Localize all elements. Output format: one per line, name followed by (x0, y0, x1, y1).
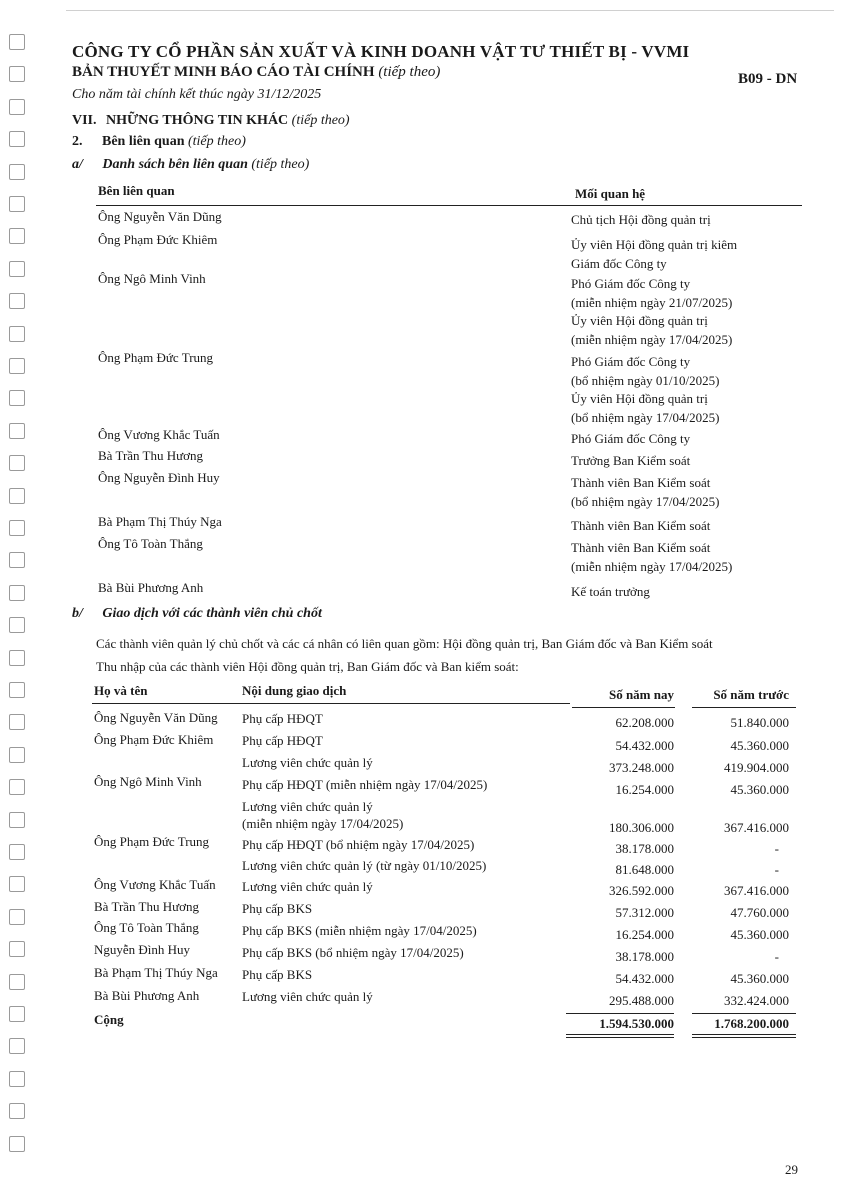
table-row-name: Ông Phạm Đức Khiêm (94, 732, 214, 747)
table-row-description: Lương viên chức quản lý (từ ngày 01/10/2025) (242, 858, 487, 873)
section-title-suffix: (tiếp theo) (291, 113, 350, 128)
table-row-current-year: 54.432.000 (615, 738, 674, 753)
binder-hole (9, 909, 25, 925)
related-party-relation: Ủy viên Hội đồng quản trị (571, 391, 708, 406)
total-previous: 1.768.200.000 (714, 1016, 789, 1031)
table-row-previous-year: 367.416.000 (724, 820, 789, 835)
binder-hole (9, 358, 25, 374)
binder-hole (9, 1006, 25, 1022)
related-party-name: Bà Phạm Thị Thúy Nga (98, 514, 222, 529)
table-row-name: Bà Bùi Phương Anh (94, 988, 200, 1003)
report-title-main: BẢN THUYẾT MINH BÁO CÁO TÀI CHÍNH (72, 64, 375, 80)
binder-hole (9, 326, 25, 342)
table-row-description: Phụ cấp HĐQT (242, 711, 323, 726)
subsection-heading (72, 134, 246, 150)
table-row-description: Lương viên chức quản lý (242, 989, 373, 1004)
section-number: VII. (72, 113, 97, 128)
table-row-current-year: 54.432.000 (615, 971, 674, 986)
related-party-relation: Thành viên Ban Kiểm soát (571, 518, 711, 533)
related-party-name: Ông Ngô Minh Vinh (98, 271, 206, 286)
related-party-name: Ông Tô Toàn Thắng (98, 536, 203, 551)
subsection-title: Bên liên quan (102, 134, 185, 149)
part-a-title: Danh sách bên liên quan (102, 157, 248, 172)
related-party-relation: Thành viên Ban Kiểm soát (571, 540, 711, 555)
table-row-previous-year: - (774, 949, 779, 964)
binder-hole (9, 812, 25, 828)
table-row-previous-year: 332.424.000 (724, 993, 789, 1008)
binder-hole (9, 552, 25, 568)
table-row-previous-year: 45.360.000 (730, 782, 789, 797)
col-header-current: Số năm nay (608, 687, 674, 702)
table-row-description: Lương viên chức quản lý (242, 799, 373, 814)
table-header-rule-current (572, 707, 675, 708)
table-row-previous-year: 45.360.000 (730, 927, 789, 942)
binder-hole (9, 1071, 25, 1087)
related-party-relation: Phó Giám đốc Công ty (571, 276, 691, 291)
part-a-title-suffix: (tiếp theo) (251, 157, 310, 172)
table-row-current-year: 16.254.000 (615, 782, 674, 797)
binder-hole (9, 844, 25, 860)
related-party-relation: (miễn nhiệm ngày 17/04/2025) (571, 558, 733, 574)
col-header-name: Họ và tên (94, 683, 148, 698)
table-header-rule-left (92, 703, 570, 704)
related-party-name: Ông Nguyễn Đình Huy (98, 470, 220, 485)
table-row-description: Lương viên chức quản lý (242, 879, 373, 894)
table-row-current-year: 326.592.000 (609, 883, 674, 898)
related-party-relation: (bổ nhiệm ngày 01/10/2025) (571, 372, 720, 388)
table-row-current-year: 62.208.000 (615, 715, 674, 730)
table-row-previous-year: 51.840.000 (730, 715, 789, 730)
related-party-relation: Ủy viên Hội đồng quản trị kiêm (571, 237, 738, 252)
related-party-relation: Kế toán trưởng (571, 584, 650, 599)
total-double-rule-previous-2 (692, 1037, 796, 1038)
table-row-description: Phụ cấp HĐQT (miễn nhiệm ngày 17/04/2025) (242, 777, 488, 792)
table-row-name: Nguyễn Đình Huy (94, 942, 191, 957)
table-row-previous-year: 45.360.000 (730, 738, 789, 753)
table-row-name: Ông Tô Toàn Thắng (94, 920, 199, 935)
binder-hole (9, 682, 25, 698)
total-rule-previous-top (692, 1013, 796, 1014)
table-row-current-year: 57.312.000 (615, 905, 674, 920)
binder-hole (9, 650, 25, 666)
related-party-name: Ông Phạm Đức Khiêm (98, 232, 218, 247)
binder-hole (9, 585, 25, 601)
page-number: 29 (785, 1162, 798, 1177)
binder-hole (9, 520, 25, 536)
table-row-previous-year: - (774, 862, 779, 877)
related-party-relation: (bổ nhiệm ngày 17/04/2025) (571, 409, 720, 425)
report-title (72, 64, 440, 81)
col-header-party: Bên liên quan (98, 183, 175, 198)
related-party-name: Ông Phạm Đức Trung (98, 350, 214, 365)
total-current: 1.594.530.000 (599, 1016, 674, 1031)
binder-hole (9, 261, 25, 277)
binder-hole (9, 66, 25, 82)
table-row-previous-year: 367.416.000 (724, 883, 789, 898)
table-row-current-year: 38.178.000 (615, 841, 674, 856)
total-double-rule-previous-1 (692, 1034, 796, 1035)
related-party-relation: Ủy viên Hội đồng quản trị (571, 313, 708, 328)
section-title: NHỮNG THÔNG TIN KHÁC (106, 113, 289, 128)
total-label: Cộng (94, 1012, 124, 1027)
binder-hole (9, 1136, 25, 1152)
related-party-relation: (bổ nhiệm ngày 17/04/2025) (571, 493, 720, 509)
binder-hole (9, 34, 25, 50)
binder-hole (9, 164, 25, 180)
report-title-suffix: (tiếp theo) (378, 64, 441, 80)
total-double-rule-current-1 (566, 1034, 674, 1035)
part-a-heading (72, 157, 309, 173)
table-row-name: Bà Trần Thu Hương (94, 899, 200, 914)
table-row-description: Phụ cấp HĐQT (bổ nhiệm ngày 17/04/2025) (242, 837, 475, 852)
table-row-name: Ông Phạm Đức Trung (94, 834, 210, 849)
table-row-previous-year: 45.360.000 (730, 971, 789, 986)
col-header-desc: Nội dung giao dịch (242, 683, 347, 698)
part-b-intro-1: Các thành viên quản lý chủ chốt và các cá nhân có liên quan gồm: Hội đồng quản trị, Ban Giám đốc và Ban Kiểm soát (96, 636, 713, 651)
part-b-heading (72, 606, 322, 622)
related-party-relation: Giám đốc Công ty (571, 255, 667, 271)
binder-hole (9, 99, 25, 115)
section-heading (72, 113, 350, 129)
part-b-title: Giao dịch với các thành viên chủ chốt (102, 606, 322, 621)
binder-hole (9, 390, 25, 406)
table-row-current-year: 373.248.000 (609, 760, 674, 775)
total-rule-current-top (566, 1013, 674, 1014)
company-name: CÔNG TY CỔ PHẦN SẢN XUẤT VÀ KINH DOANH VẬT TƯ THIẾT BỊ - VVMI (72, 42, 690, 61)
related-party-name: Ông Nguyễn Văn Dũng (98, 209, 222, 224)
table-row-description: Phụ cấp BKS (242, 901, 313, 916)
related-party-relation: Phó Giám đốc Công ty (571, 431, 691, 446)
binder-hole (9, 974, 25, 990)
related-party-name: Ông Vương Khắc Tuấn (98, 427, 220, 442)
col-header-relation: Mối quan hệ (575, 186, 646, 201)
col-header-previous: Số năm trước (713, 687, 789, 702)
part-a-header-rule (96, 205, 802, 206)
part-a-marker: a/ (72, 157, 83, 172)
related-party-relation: (miễn nhiệm ngày 17/04/2025) (571, 331, 733, 347)
table-row-previous-year: 47.760.000 (730, 905, 789, 920)
table-row-description: Lương viên chức quản lý (242, 755, 373, 770)
part-b-intro-2: Thu nhập của các thành viên Hội đồng quản trị, Ban Giám đốc và Ban kiểm soát: (96, 659, 519, 674)
binder-hole (9, 455, 25, 471)
binder-hole (9, 131, 25, 147)
table-row-name: Ông Nguyễn Văn Dũng (94, 710, 218, 725)
table-row-current-year: 38.178.000 (615, 949, 674, 964)
related-party-relation: Phó Giám đốc Công ty (571, 354, 691, 369)
report-period: Cho năm tài chính kết thúc ngày 31/12/2025 (72, 87, 322, 102)
table-row-name: Ông Ngô Minh Vinh (94, 774, 202, 789)
table-header-rule-previous (692, 707, 796, 708)
total-double-rule-current-2 (566, 1037, 674, 1038)
form-code: B09 - DN (738, 71, 798, 87)
related-party-name: Bà Bùi Phương Anh (98, 580, 204, 595)
table-row-current-year: 180.306.000 (609, 820, 674, 835)
table-row-current-year: 81.648.000 (615, 862, 674, 877)
table-row-description: (miễn nhiệm ngày 17/04/2025) (242, 816, 404, 831)
part-b-marker: b/ (72, 606, 83, 621)
related-party-relation: Trưởng Ban Kiểm soát (571, 453, 691, 468)
binder-hole (9, 1103, 25, 1119)
binder-hole (9, 941, 25, 957)
binder-hole (9, 617, 25, 633)
related-party-name: Bà Trần Thu Hương (98, 448, 204, 463)
binder-hole (9, 714, 25, 730)
subsection-title-suffix: (tiếp theo) (187, 134, 246, 149)
table-row-previous-year: 419.904.000 (724, 760, 789, 775)
binder-hole (9, 196, 25, 212)
related-party-relation: (miễn nhiệm ngày 21/07/2025) (571, 294, 733, 310)
subsection-number: 2. (72, 134, 83, 149)
table-row-description: Phụ cấp BKS (miễn nhiệm ngày 17/04/2025) (242, 923, 477, 938)
binder-hole (9, 293, 25, 309)
related-party-relation: Thành viên Ban Kiểm soát (571, 475, 711, 490)
binder-hole (9, 779, 25, 795)
related-party-relation: Chủ tịch Hội đồng quản trị (571, 212, 711, 227)
table-row-description: Phụ cấp BKS (242, 967, 313, 982)
table-row-current-year: 295.488.000 (609, 993, 674, 1008)
binder-hole (9, 488, 25, 504)
table-row-previous-year: - (774, 841, 779, 856)
binder-hole (9, 228, 25, 244)
table-row-name: Ông Vương Khắc Tuấn (94, 877, 216, 892)
binder-hole (9, 747, 25, 763)
top-divider (66, 10, 834, 11)
binder-hole (9, 876, 25, 892)
binder-hole (9, 1038, 25, 1054)
binder-hole (9, 423, 25, 439)
table-row-description: Phụ cấp HĐQT (242, 733, 323, 748)
table-row-description: Phụ cấp BKS (bổ nhiệm ngày 17/04/2025) (242, 945, 464, 960)
table-row-current-year: 16.254.000 (615, 927, 674, 942)
table-row-name: Bà Phạm Thị Thúy Nga (94, 965, 218, 980)
